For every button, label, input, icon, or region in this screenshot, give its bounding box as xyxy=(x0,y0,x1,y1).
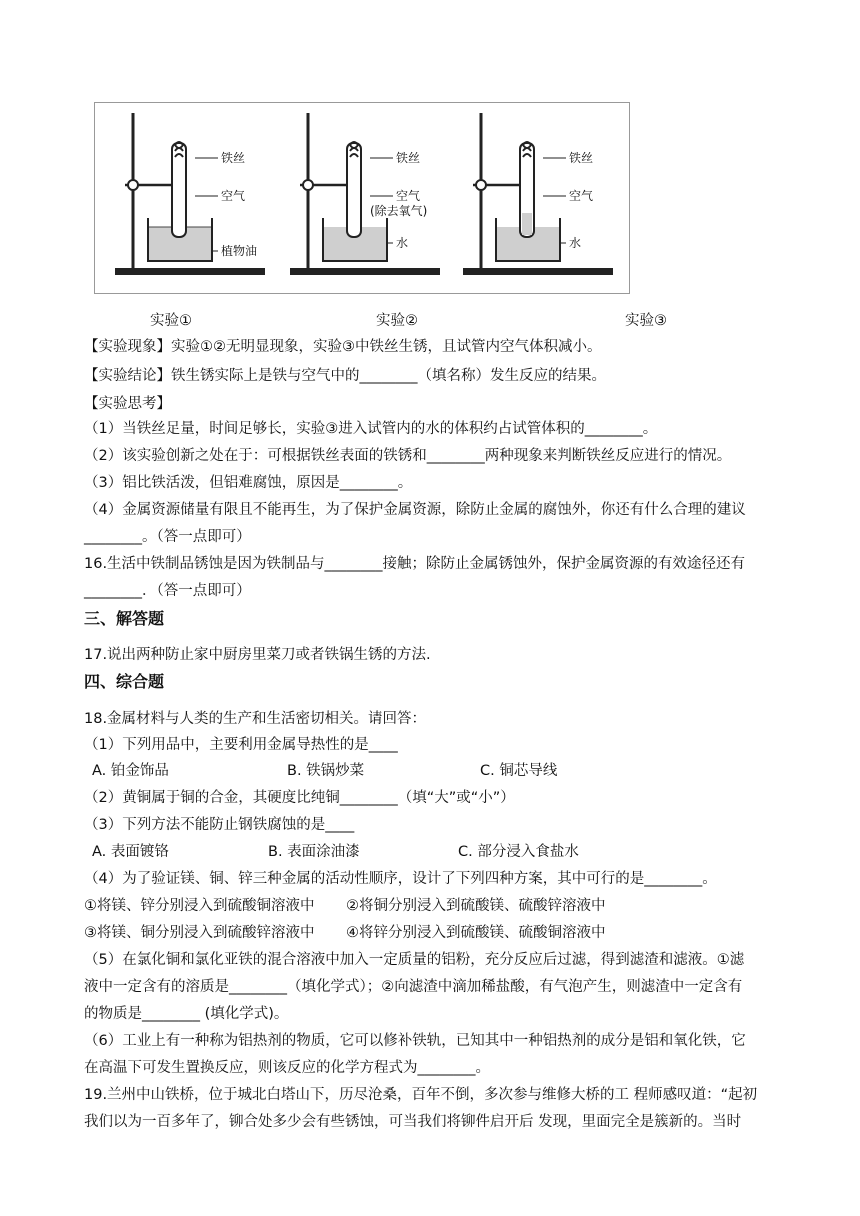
apparatus-3-label-wire: 铁丝 xyxy=(569,151,594,165)
q16-cont: ________．（答一点即可） xyxy=(84,583,251,599)
caption-experiment-2: 实验② xyxy=(376,313,418,329)
q18-2: （2）黄铜属于铜的合金，其硬度比纯铜________（填“大”或“小”） xyxy=(84,790,515,806)
section-four-heading: 四、综合题 xyxy=(84,672,165,691)
apparatus-2 xyxy=(290,113,440,275)
q17: 17.说出两种防止家中厨房里菜刀或者铁锅生锈的方法. xyxy=(84,647,431,663)
q18-1-option-c: C. 铜芯导线 xyxy=(480,763,558,779)
observation-line: 【实验现象】实验①②无明显现象，实验③中铁丝生锈，且试管内空气体积减小。 xyxy=(84,339,602,355)
section-three-heading: 三、解答题 xyxy=(84,609,165,628)
q18-5: （5）在氯化铜和氯化亚铁的混合溶液中加入一定质量的铝粉，充分反应后过滤，得到滤渣和滤液。①滤 xyxy=(84,952,745,968)
q15-2: （2）该实验创新之处在于：可根据铁丝表面的铁锈和________两种现象来判断铁丝反应进行的情况。 xyxy=(84,448,732,464)
apparatus-2-label-water: 水 xyxy=(396,236,409,250)
q18-1-option-a: A. 铂金饰品 xyxy=(92,763,169,779)
apparatus-3 xyxy=(463,113,613,275)
q15-1: （1）当铁丝足量，时间足够长，实验③进入试管内的水的体积约占试管体积的________。 xyxy=(84,421,658,437)
apparatus-2-label-no-oxygen: (除去氧气) xyxy=(370,204,428,218)
q16: 16.生活中铁制品锈蚀是因为铁制品与________接触；除防止金属锈蚀外，保护金属资源的有效途径还有 xyxy=(84,556,746,572)
apparatus-1 xyxy=(115,113,265,275)
q18-3-option-a: A. 表面镀铬 xyxy=(92,844,169,860)
q19: 19.兰州中山铁桥，位于城北白塔山下，历尽沧桑，百年不倒，多次参与维修大桥的工 程师感叹道：“起初 xyxy=(84,1087,758,1103)
apparatus-diagram xyxy=(95,103,629,293)
q18-3: （3）下列方法不能防止钢铁腐蚀的是____ xyxy=(84,817,355,833)
q18-3-option-b: B. 表面涂油漆 xyxy=(268,844,360,860)
q18-4-plan-4: ④将锌分别浸入到硫酸镁、硫酸铜溶液中 xyxy=(346,925,606,941)
apparatus-3-label-air: 空气 xyxy=(569,189,594,203)
apparatus-1-label-oil: 植物油 xyxy=(221,244,258,258)
q18-4-plan-3: ③将镁、铜分别浸入到硫酸锌溶液中 xyxy=(84,925,315,941)
apparatus-3-label-water: 水 xyxy=(569,236,582,250)
q18-6-cont: 在高温下可发生置换反应，则该反应的化学方程式为________。 xyxy=(84,1060,490,1076)
q18-6: （6）工业上有一种称为铝热剂的物质，它可以修补铁轨，已知其中一种铝热剂的成分是铝和氧化铁，它 xyxy=(84,1033,746,1049)
q18-5-cont-2: 的物质是________ (填化学式)。 xyxy=(84,1006,289,1022)
q18-5-cont-1: 液中一定含有的溶质是________（填化学式）；②向滤渣中滴加稀盐酸，有气泡产生，则滤渣中一定含有 xyxy=(84,979,743,995)
experiment-figure xyxy=(94,102,630,294)
q15-4-cont: ________。（答一点即可） xyxy=(84,529,251,545)
q18-1: （1）下列用品中，主要利用金属导热性的是____ xyxy=(84,737,398,753)
apparatus-2-label-air: 空气 xyxy=(396,189,421,203)
q19-cont: 我们以为一百多年了，铆合处多少会有些锈蚀，可当我们将铆件启开后 发现，里面完全是簇新的。当时 xyxy=(84,1114,742,1130)
apparatus-2-label-wire: 铁丝 xyxy=(396,151,421,165)
conclusion-line: 【实验结论】铁生锈实际上是铁与空气中的________（填名称）发生反应的结果。 xyxy=(84,368,606,384)
q18-3-option-c: C. 部分浸入食盐水 xyxy=(458,844,579,860)
apparatus-1-label-air: 空气 xyxy=(221,189,246,203)
q15-4: （4）金属资源储量有限且不能再生，为了保护金属资源，除防止金属的腐蚀外，你还有什么合理的建议 xyxy=(84,502,746,518)
q15-3: （3）铝比铁活泼，但铝难腐蚀，原因是________。 xyxy=(84,475,413,491)
q18-4: （4）为了验证镁、铜、锌三种金属的活动性顺序，设计了下列四种方案，其中可行的是________。 xyxy=(84,871,717,887)
q18-4-plan-2: ②将铜分别浸入到硫酸镁、硫酸锌溶液中 xyxy=(346,898,606,914)
caption-experiment-3: 实验③ xyxy=(625,313,667,329)
caption-experiment-1: 实验① xyxy=(150,313,192,329)
thinking-heading: 【实验思考】 xyxy=(84,396,171,412)
q18-1-option-b: B. 铁锅炒菜 xyxy=(287,763,365,779)
q18-intro: 18.金属材料与人类的生产和生活密切相关。请回答： xyxy=(84,711,427,727)
apparatus-1-label-wire: 铁丝 xyxy=(221,151,246,165)
q18-4-plan-1: ①将镁、锌分别浸入到硫酸铜溶液中 xyxy=(84,898,315,914)
